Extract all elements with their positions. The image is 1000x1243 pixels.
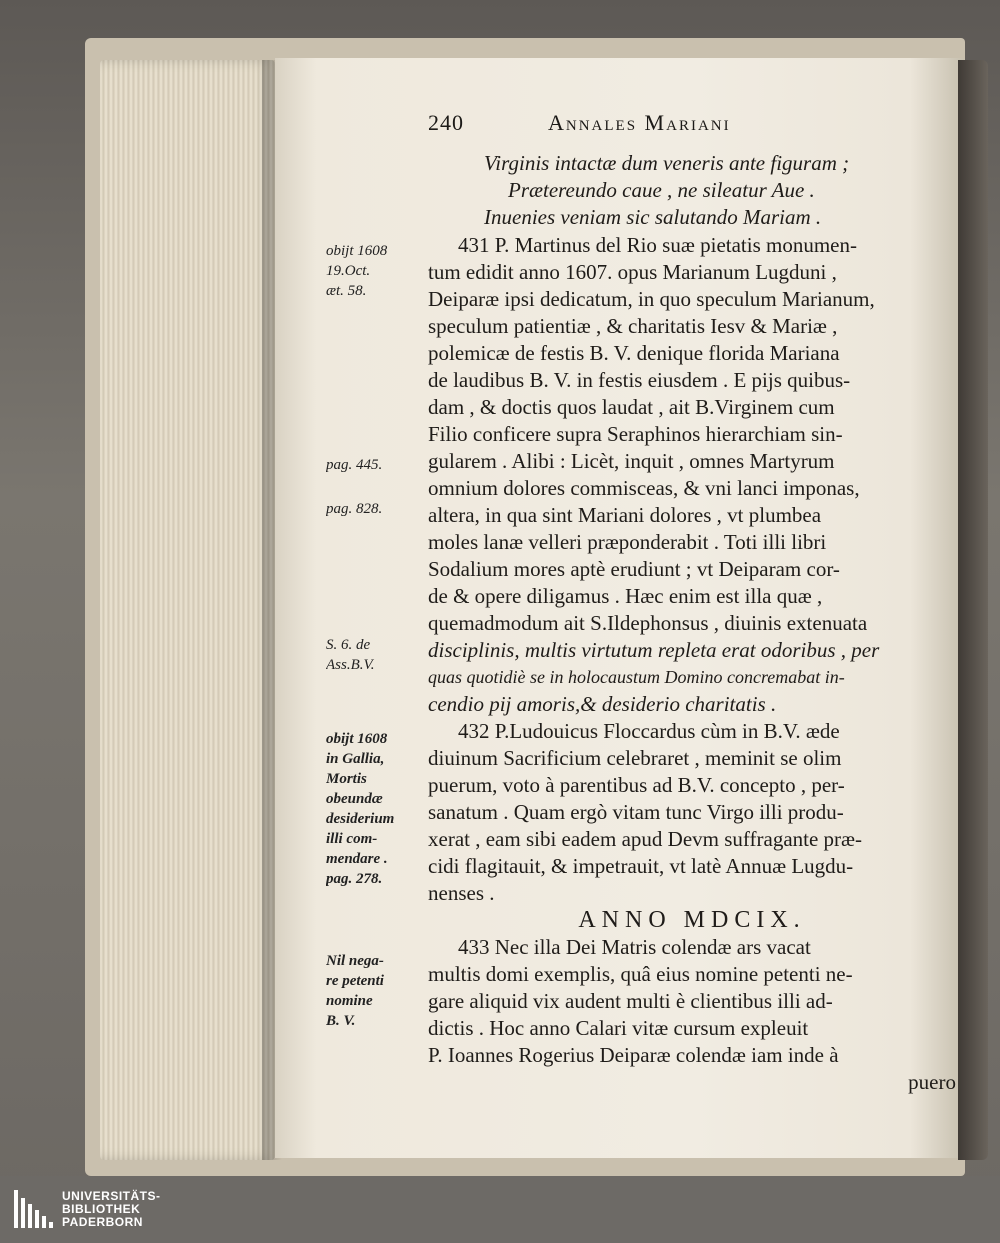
text-line: Prætereundo caue , ne sileatur Aue . [508,178,815,202]
text-line: multis domi exemplis, quâ eius nomine petenti ne- [428,962,853,986]
library-logo-icon [14,1190,54,1228]
text-line: diuinum Sacrificium celebraret , meminit se olim [428,746,842,770]
text-line: cendio pij amoris,& desiderio charitatis . [428,692,777,716]
text-line: Inuenies veniam sic salutando Mariam . [484,205,822,229]
text-line: 432 P.Ludouicus Floccardus cùm in B.V. æde [458,719,840,743]
margin-note: desiderium [326,811,395,827]
text-line: altera, in qua sint Mariani dolores , vt plumbea [428,503,822,527]
margin-note: B. V. [326,1013,356,1029]
text-line: Filio conficere supra Seraphinos hierarchiam sin- [428,422,843,446]
margin-note: mendare . [326,851,388,867]
text-line: xerat , eam sibi eadem apud Devm suffragante præ- [428,827,863,851]
margin-note: Nil nega- [326,953,384,969]
running-header [428,110,948,142]
margin-note: pag. 828. [326,501,383,517]
facing-page-edge [958,60,988,1160]
margin-note: Mortis [326,771,367,787]
margin-note: Ass.B.V. [326,657,375,673]
margin-note: æt. 58. [326,283,367,299]
margin-note: nomine [326,993,373,1009]
text-line: P. Ioannes Rogerius Deiparæ colendæ iam inde à [428,1043,839,1067]
text-line: Virginis intactæ dum veneris ante figuram ; [484,151,850,175]
year-heading: ANNO MDCIX. [578,907,806,933]
margin-note: illi com- [326,831,378,847]
text-line: gularem . Alibi : Licèt, inquit , omnes Martyrum [428,449,835,473]
text-line: gare aliquid vix audent multi è clientibus illi ad- [428,989,833,1013]
running-title: Annales Mariani [548,110,731,135]
margin-note: obijt 1608 [326,243,388,259]
margin-note: S. 6. de [326,637,371,653]
page-edges [100,60,275,1160]
text-line: omnium dolores commisceas, & vni lanci imponas, [428,476,860,500]
text-line: de laudibus B. V. in festis eiusdem . E pijs quibus- [428,368,851,392]
text-line: tum edidit anno 1607. opus Marianum Lugduni , [428,260,837,284]
margin-note: obeundæ [326,791,383,807]
text-line: sanatum . Quam ergò vitam tunc Virgo illi produ- [428,800,844,824]
text-line: quemadmodum ait S.Ildephonsus , diuinis extenuata [428,611,868,635]
text-line: 433 Nec illa Dei Matris colendæ ars vacat [458,935,811,959]
institution-name [62,1190,242,1229]
institution-line-3: PADERBORN [62,1215,143,1229]
text-line: dam , & doctis quos laudat , ait B.Virginem cum [428,395,835,419]
margin-note: 19.Oct. [326,263,371,279]
text-line: cidi flagitauit, & impetrauit, vt latè Annuæ Lugdu- [428,854,854,878]
text-line: nenses . [428,881,495,905]
text-line: speculum patientiæ , & charitatis Iesv & Mariæ , [428,314,838,338]
page-number: 240 [428,110,464,135]
margin-note: re petenti [326,973,384,989]
text-line: de & opere diligamus . Hæc enim est illa quæ , [428,584,823,608]
text-line: Sodalium mores aptè erudiunt ; vt Deiparam cor- [428,557,840,581]
text-line: 431 P. Martinus del Rio suæ pietatis monumen- [458,233,857,257]
text-line: puerum, voto à parentibus ad B.V. concepto , per- [428,773,845,797]
catchword: puero [908,1070,956,1094]
margin-note: pag. 445. [326,457,383,473]
text-line: dictis . Hoc anno Calari vitæ cursum expleuit [428,1016,809,1040]
text-line: disciplinis, multis virtutum repleta erat odoribus , per [428,638,880,662]
text-line: moles lanæ velleri præponderabit . Toti illi libri [428,530,827,554]
margin-note: pag. 278. [326,871,383,887]
institution-line-1: UNIVERSITÄTS- [62,1189,161,1203]
text-line: quas quotidiè se in holocaustum Domino concremabat in- [428,667,845,687]
text-line: polemicæ de festis B. V. denique florida Mariana [428,341,840,365]
text-line: Deiparæ ipsi dedicatum, in quo speculum Marianum, [428,287,875,311]
margin-note: obijt 1608 [326,731,388,747]
institution-line-2: BIBLIOTHEK [62,1202,141,1216]
margin-note: in Gallia, [326,751,385,767]
